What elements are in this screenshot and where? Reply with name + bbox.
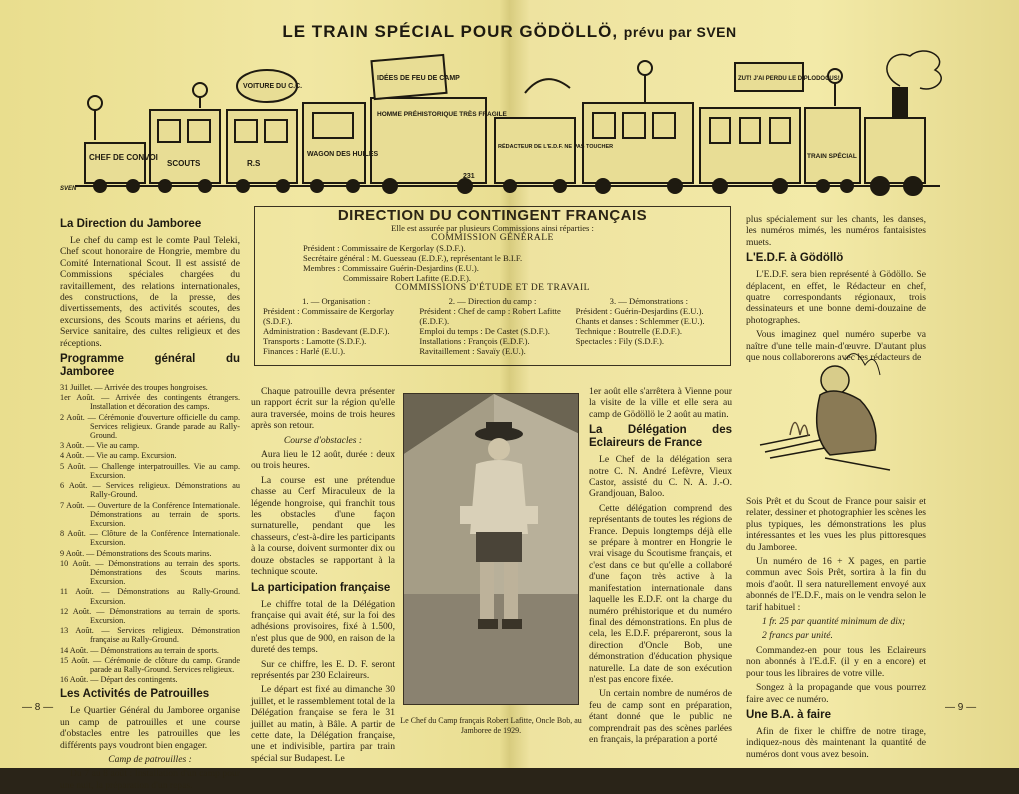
list-item: 16 Août. — Départ des contingents. xyxy=(60,675,178,685)
right-mid-column xyxy=(589,386,732,748)
train-label-loco: TRAIN SPÉCIAL xyxy=(807,153,857,160)
para-mid-4: Le chiffre total de la Délégation française qui avait été, sur la foi des adhésions provisoires, fixé à 1.500, n'est plus que de 900, en raison de la dureté des temps. xyxy=(251,598,395,656)
c3-line: Technique : Boutrelle (E.D.F.). xyxy=(575,326,682,336)
para-r-6: Songez à la propagande que vous pourrez faire avec ce numéro. xyxy=(746,682,926,705)
para-rm-2: Le Chef de la délégation sera notre C. N. André Lefèvre, Vieux Castor, assisté du C. N. A. J.-O. Grandjouan, Baloo. xyxy=(589,454,732,500)
para-direction: Le chef du camp est le comte Paul Teleki, Chef scout honoraire de Hongrie, membre du Comité International Scout. Il est assisté de Commissions spéciales chargées du ravitaillement, des relations internationales, des constructions, de la presse, des divertissements, des activités scoutes, des excursions, des Scouts marins et aériens, du Service sanitaire, des cultes religieux et des réceptions. xyxy=(60,235,240,349)
c2-head: 2. — Direction du camp : xyxy=(448,296,537,306)
list-item: 2 Août. — Cérémonie d'ouverture officielle du camp. Services religieux. Grande parade au Rally-Ground. xyxy=(60,412,240,441)
c2-line: Emploi du temps : De Castet (S.D.F.). xyxy=(419,326,550,336)
course-title: Course d'obstacles : xyxy=(283,434,363,446)
c3-head: 3. — Démonstrations : xyxy=(609,296,688,306)
prehistoric-man-drawing xyxy=(750,340,930,480)
direction-box xyxy=(254,206,731,366)
para-rm-3: Cette délégation comprend des représentants de toutes les régions de France. Depuis longtemps déjà elle se prépare à montrer en Hongrie le vrai visage du Scoutisme français, et c'est dans ce but qu'elle a collaboré d'une façon très active à la manifestation internationale dans laquelle les E.D.F. ont la charge du numéro préhistorique et du numéro final des démonstrations. En plus de cela, les E.D.F. prépareront, sous la direction d'Oncle Bob, une démonstration d'éducation physique naturelle. La date de son exécution n'est pas encore fixée. xyxy=(589,502,732,685)
list-item: 6 Août. — Services religieux. Démonstrations au Rally-Ground. xyxy=(60,481,240,500)
page-number-left: — 8 — xyxy=(22,702,54,713)
heading-direction: La Direction du Jamboree xyxy=(60,218,202,230)
c3-line: Chants et danses : Schlemmer (E.U.). xyxy=(575,316,705,326)
c3-line: Spectacles : Fily (S.D.F.). xyxy=(575,336,665,346)
left-column xyxy=(60,214,240,794)
heading-ba: Une B.A. à faire xyxy=(746,708,831,721)
page-number-right: — 9 — xyxy=(945,702,977,713)
list-item: 11 Août. — Démonstrations au Rally-Ground. Excursion. xyxy=(60,587,240,606)
list-item: 3 Août. — Vie au camp. xyxy=(60,441,140,451)
list-item: 12 Août. — Démonstrations au terrain de sports. Excursion. xyxy=(60,606,240,625)
train-label-idees: IDÉES DE FEU DE CAMP xyxy=(377,75,460,82)
list-item: 8 Août. — Clôture de la Conférence Internationale. Excursion. xyxy=(60,529,240,548)
para-mid-3: La course est une prétendue chasse au Cerf Miraculeux de la légende hongroise, qui franchit tous les obstacles d'une façon surnaturelle, pendant que les chasseurs, c'est-à-dire les participants à la course, doivent surmonter dix ou douze obstacles se rapportant à la technique scoute. xyxy=(251,474,395,578)
heading-programme: Programme général du Jamboree xyxy=(60,353,240,379)
list-item: 4 Août. — Vie au camp. Excursion. xyxy=(60,451,177,461)
cg-line: Président : Commissaire de Kergorlay (S.D.F.). xyxy=(303,243,466,253)
train-label-huiles: WAGON DES HUILES xyxy=(307,151,379,158)
c1-line: Président : Commissaire de Kergorlay (S.D.F.). xyxy=(263,306,395,326)
train-label-voiture: VOITURE DU C.C. xyxy=(243,83,303,90)
list-item: 9 Août. — Démonstrations des Scouts marins. xyxy=(60,548,212,558)
mid-column xyxy=(251,386,395,767)
c3-line: Président : Guérin-Desjardins (E.U.). xyxy=(575,306,704,316)
cg-line: Secrétaire général : M. Guesseau (E.D.F.), représentant le B.I.F. xyxy=(303,253,523,263)
train-cartoon-illustration xyxy=(55,48,945,198)
para-r-2: Vous imaginez quel numéro superbe va naître d'une telle main-d'œuvre. D'autant plus que nous collaborerons avec les rédacteurs de xyxy=(746,329,926,364)
para-r-3: Sois Prêt et du Scout de France pour saisir et relater, dessiner et photographier les scènes les plus typiques, les démonstrations les plus intéressantes et les vues les plus pittoresques du Jamboree. xyxy=(746,496,926,553)
heading-participation: La participation française xyxy=(251,581,391,594)
list-item: 31 Juillet. — Arrivée des troupes hongroises. xyxy=(60,383,208,393)
para-camp: Du 7 au 8 août : Installation d'un camp pour une nuit, la préparation d'un repas. xyxy=(60,768,240,791)
train-label-num: 231 xyxy=(463,173,475,180)
list-item: 15 Août. — Cérémonie de clôture du camp. Grande parade au Rally-Ground. Services religieux. xyxy=(60,655,240,674)
c2-line: Ravitaillement : Savaïy (E.U.). xyxy=(419,346,526,356)
train-label-chef: CHEF DE CONVOI xyxy=(89,153,158,162)
list-item: 13 Août. — Services religieux. Démonstration française au Rally-Ground. xyxy=(60,626,240,645)
cg-line: Commissaire Robert Lafitte (E.D.F.). xyxy=(343,273,471,283)
price-1: 1 fr. 25 par quantité minimum de dix; xyxy=(762,616,906,628)
train-label-bubble: ZUT! J'AI PERDU LE DIPLODOCUS! xyxy=(738,76,840,82)
para-mid-5: Sur ce chiffre, les E. D. F. seront représentés par 230 Eclaireurs. xyxy=(251,658,395,681)
heading-edf: L'E.D.F. à Gödöllö xyxy=(746,252,844,265)
para-rm-4: Un certain nombre de numéros de feu de camp sont en préparation, étant donné que le public ne comprendrait pas des scènes parlées en français, la préparation a porté xyxy=(589,688,732,745)
camp-title: Camp de patrouilles : xyxy=(108,753,192,765)
para-r-5: Commandez-en pour tous les Eclaireurs non abonnés à l'E.d.F. (il y en a encore) et pour tous les libraires de votre ville. xyxy=(746,644,926,679)
box-intro: Elle est assurée par plusieurs Commissions ainsi réparties : xyxy=(391,223,594,233)
right-column-lower xyxy=(746,496,926,763)
scout-photo-image xyxy=(404,394,579,705)
para-activites: Le Quartier Général du Jamboree organise un camp de patrouilles et une course d'obstacles entre les patrouilles que les différents pays voudront bien engager. xyxy=(60,705,240,751)
c1-head: 1. — Organisation : xyxy=(302,296,371,306)
c2-line: Installations : François (E.D.F.). xyxy=(419,336,530,346)
photo-caption: Le Chef du Camp français Robert Lafitte, Oncle Bob, au Jamboree de 1929. xyxy=(400,716,582,735)
price-2: 2 francs par unité. xyxy=(762,630,833,642)
heading-delegation: La Délégation des Eclaireurs de France xyxy=(589,424,732,450)
para-mid-6: Le départ est fixé au dimanche 30 juillet, et le rassemblement total de la Délégation française se fera le 31 juillet au matin, à Bâle. A partir de cette date, la Délégation française, une et indivisible, partira par train spécial sur Budapest. Le xyxy=(251,684,395,764)
train-label-rs: R.S xyxy=(247,159,261,168)
para-r-1: L'E.D.F. sera bien représenté à Gödöllo. Se déplacent, en effet, le Rédacteur en chef, quatre correspondants régionaux, trois dessinateurs et une bonne demi-douzaine de photographes. xyxy=(746,269,926,326)
list-item: 10 Août. — Démonstrations au terrain des sports. Démonstrations des Scouts marins. Excursion. xyxy=(60,558,240,587)
page-title xyxy=(0,22,1019,42)
para-r-7: Afin de fixer le chiffre de notre tirage, indiquez-nous dès maintenant la quantité de numéros dont vous avez besoin. xyxy=(746,725,926,760)
c1-line: Transports : Lamotte (S.D.F.). xyxy=(263,336,367,346)
cg-line: Membres : Commissaire Guérin-Desjardins (E.U.). xyxy=(303,263,479,273)
list-item: 7 Août. — Ouverture de la Conférence Internationale. Démonstrations au terrain de sports. Excursion. xyxy=(60,500,240,528)
box-ct-title: COMMISSIONS D'ÉTUDE ET DE TRAVAIL xyxy=(395,283,590,293)
list-item: 14 Août. — Démonstrations au terrain de sports. xyxy=(60,645,219,655)
para-r-4: Un numéro de 16 + X pages, en partie commun avec Sois Prêt, sortira à la fin du mois d'août. Il sera naturellement envoyé aux abonnés de l'E.D.F., mais on le vendra selon le tarif habituel : xyxy=(746,556,926,613)
para-r-0: plus spécialement sur les chants, les danses, les numéros mimés, les numéros fantaisistes muets. xyxy=(746,214,926,248)
train-label-redacteur: RÉDACTEUR DE L'E.D.F. NE PAS TOUCHER xyxy=(498,144,614,150)
scout-photo xyxy=(403,393,579,705)
programme-list xyxy=(60,383,240,684)
title-byline: prévu par SVEN xyxy=(623,24,737,40)
para-rm-1: 1er août elle s'arrêtera à Vienne pour la visite de la ville et elle sera au camp de Gödöllö le 2 août au matin. xyxy=(589,386,732,420)
list-item: 5 Août. — Challenge interpatrouilles. Vie au camp. Excursion. xyxy=(60,461,240,480)
para-mid-1: Chaque patrouille devra présenter un rapport écrit sur la région qu'elle aura traversée, moins de trois heures après son retour. xyxy=(251,386,395,432)
c1-line: Administration : Basdevant (E.D.F.). xyxy=(263,326,390,336)
c2-line: Président : Chef de camp : Robert Lafitte (E.D.F.). xyxy=(419,306,561,326)
box-title: DIRECTION DU CONTINGENT FRANÇAIS xyxy=(337,207,648,224)
train-label-homme: HOMME PRÉHISTORIQUE TRÈS FRAGILE xyxy=(377,111,507,118)
title-text: LE TRAIN SPÉCIAL POUR GÖDÖLLÖ, xyxy=(282,22,619,41)
c1-line: Finances : Harlé (E.U.). xyxy=(263,346,346,356)
artist-signature: SVEN xyxy=(60,186,77,192)
list-item: 1er Août. — Arrivée des contingents étrangers. Installation et décoration des camps. xyxy=(60,393,240,412)
heading-activites: Les Activités de Patrouilles xyxy=(60,688,210,701)
box-cg-title: COMMISSION GÉNÉRALE xyxy=(431,233,554,243)
train-label-scouts: SCOUTS xyxy=(167,159,201,168)
para-mid-2: Aura lieu le 12 août, durée : deux ou trois heures. xyxy=(251,449,395,472)
